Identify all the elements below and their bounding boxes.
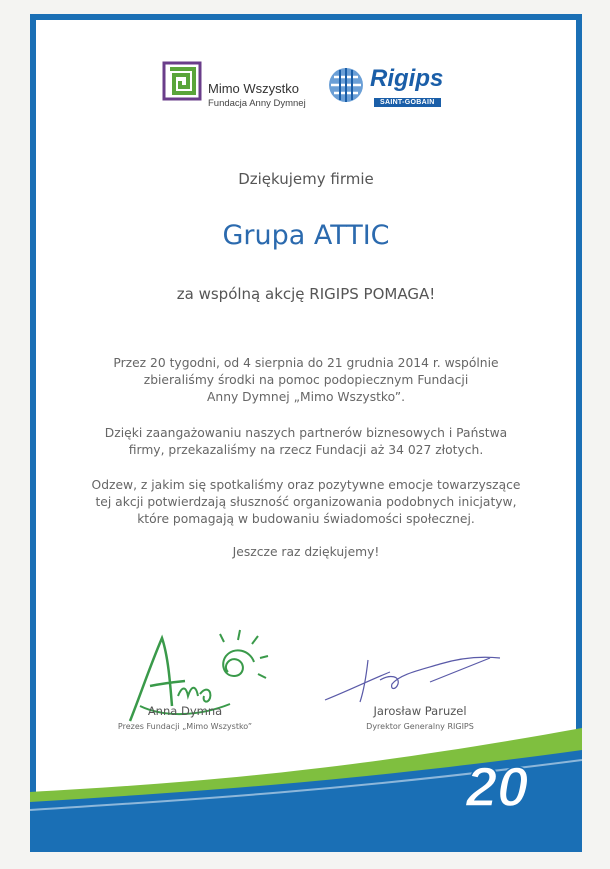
paragraph-line: Anny Dymnej „Mimo Wszystko”. [207, 390, 405, 404]
brand-subtitle: SAINT-GOBAIN [374, 98, 441, 107]
mimo-wszystko-logo [162, 59, 322, 119]
left-signer-role: Prezes Fundacji „Mimo Wszystko” [117, 722, 253, 731]
left-signer-name: Anna Dymna [147, 704, 223, 718]
company-name: Grupa ATTIC [222, 220, 390, 251]
paragraph-response [30, 477, 582, 528]
right-signer-name: Jarosław Paruzel [373, 704, 467, 718]
foundation-name: Mimo Wszystko [208, 81, 299, 96]
foundation-spiral-icon [162, 59, 204, 103]
logo-row [30, 59, 582, 129]
certificate-sheet [30, 14, 582, 852]
paragraph-line: Odzew, z jakim się spotkaliśmy oraz pozytywne emocje towarzyszące [91, 478, 521, 492]
anniversary-number: 20 [466, 755, 529, 818]
paragraph-line: tej akcji potwierdzają słuszność organizowania podobnych inicjatyw, [95, 495, 517, 509]
closing-line: Jeszcze raz dziękujemy! [232, 545, 380, 559]
brand-name: Rigips [370, 65, 444, 92]
right-signer-role: Dyrektor Generalny RIGIPS [366, 722, 474, 731]
paragraph-line: Przez 20 tygodni, od 4 sierpnia do 21 grudnia 2014 r. wspólnie [113, 356, 499, 370]
thanks-line: Dziękujemy firmie [238, 170, 374, 188]
bottom-wave-decoration [30, 714, 582, 852]
frame-top-border [30, 14, 582, 20]
paragraph-line: firmy, przekazaliśmy na rzecz Fundacji aż 34 027 złotych. [128, 443, 484, 457]
rigips-logo [326, 61, 456, 121]
foundation-subtitle: Fundacja Anny Dymnej [208, 98, 306, 109]
paragraph-line: które pomagają w budowaniu świadomości społecznej. [137, 512, 475, 526]
paragraph-line: Dzięki zaangażowaniu naszych partnerów biznesowych i Państwa [104, 426, 508, 440]
rigips-globe-icon [326, 65, 366, 105]
paragraph-line: zbieraliśmy środki na pomoc podopiecznym Fundacji [143, 373, 469, 387]
paragraph-amount [30, 425, 582, 459]
paragraph-campaign [30, 355, 582, 406]
right-handwritten-signature [320, 650, 510, 710]
action-line: za wspólną akcję RIGIPS POMAGA! [176, 285, 436, 303]
